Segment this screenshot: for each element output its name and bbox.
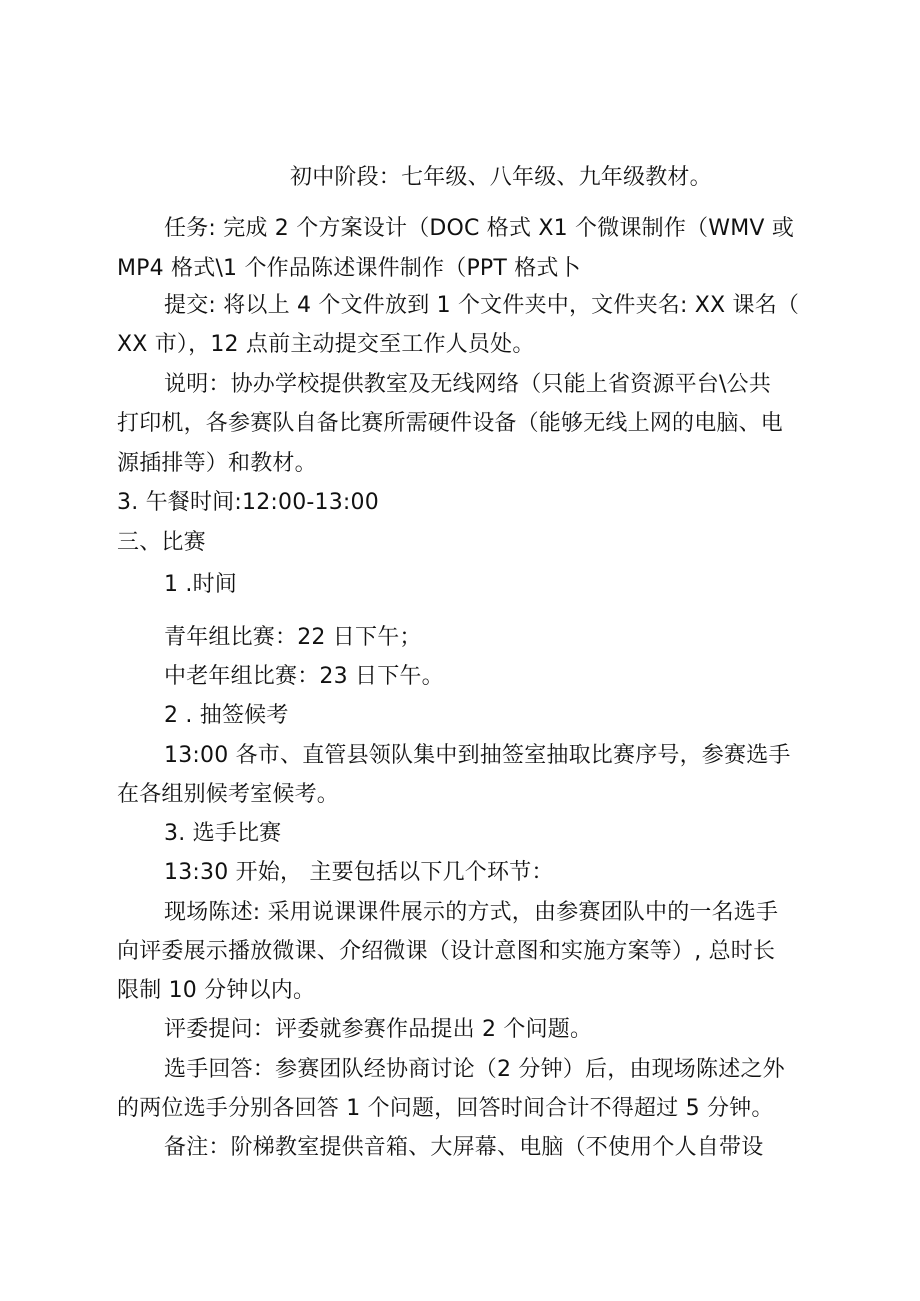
text-line-presentation-cont: 向评委展示播放微课、介绍微课（设计意图和实施方案等）, 总时长: [117, 939, 776, 964]
section-heading-competition: 三、比赛: [117, 530, 206, 555]
text-line-draw-cont: 在各组别候考室候考。: [117, 782, 340, 807]
text-line-task-cont: MP4 格式\1 个作品陈述课件制作（PPT 格式卜: [117, 256, 581, 281]
text-line-submit-cont: XX 市），12 点前主动提交至工作人员处。: [117, 332, 535, 357]
subheading-draw: 2 . 抽签候考: [164, 703, 289, 728]
text-line-start: 13:30 开始， 主要包括以下几个环节：: [164, 860, 554, 885]
text-line-presentation: 现场陈述: 采用说课课件展示的方式，由参赛团队中的一名选手: [164, 900, 779, 925]
text-line-note: 说明：协办学校提供教室及无线网络（只能上省资源平台\公共: [164, 372, 772, 397]
text-line-submit: 提交: 将以上 4 个文件放到 1 个文件夹中，文件夹名: XX 课名（: [164, 293, 800, 318]
text-line-judge-question: 评委提问：评委就参赛作品提出 2 个问题。: [164, 1017, 593, 1042]
subheading-time: 1 .时间: [164, 572, 237, 597]
text-line-answer-cont: 的两位选手分别各回答 1 个问题，回答时间合计不得超过 5 分钟。: [117, 1096, 774, 1121]
text-line-grade-scope: 初中阶段：七年级、八年级、九年级教材。: [290, 165, 712, 190]
text-line-lunch: 3. 午餐时间:12:00-13:00: [117, 490, 379, 515]
text-line-remark: 备注：阶梯教室提供音箱、大屏幕、电脑（不使用个人自带设: [164, 1135, 764, 1160]
text-line-youth-group: 青年组比赛：22 日下午；: [164, 625, 422, 650]
text-line-note-end: 源插排等）和教材。: [117, 451, 317, 476]
subheading-contest: 3. 选手比赛: [164, 821, 282, 846]
text-line-presentation-end: 限制 10 分钟以内。: [117, 978, 316, 1003]
text-line-answer: 选手回答：参赛团队经协商讨论（2 分钟）后，由现场陈述之外: [164, 1057, 785, 1082]
text-line-senior-group: 中老年组比赛：23 日下午。: [164, 664, 444, 689]
text-line-draw: 13:00 各市、直管县领队集中到抽签室抽取比赛序号，参赛选手: [164, 743, 791, 768]
text-line-task: 任务: 完成 2 个方案设计（DOC 格式 X1 个微课制作（WMV 或: [164, 216, 795, 241]
text-line-note-cont: 打印机，各参赛队自备比赛所需硬件设备（能够无线上网的电脑、电: [117, 411, 784, 436]
